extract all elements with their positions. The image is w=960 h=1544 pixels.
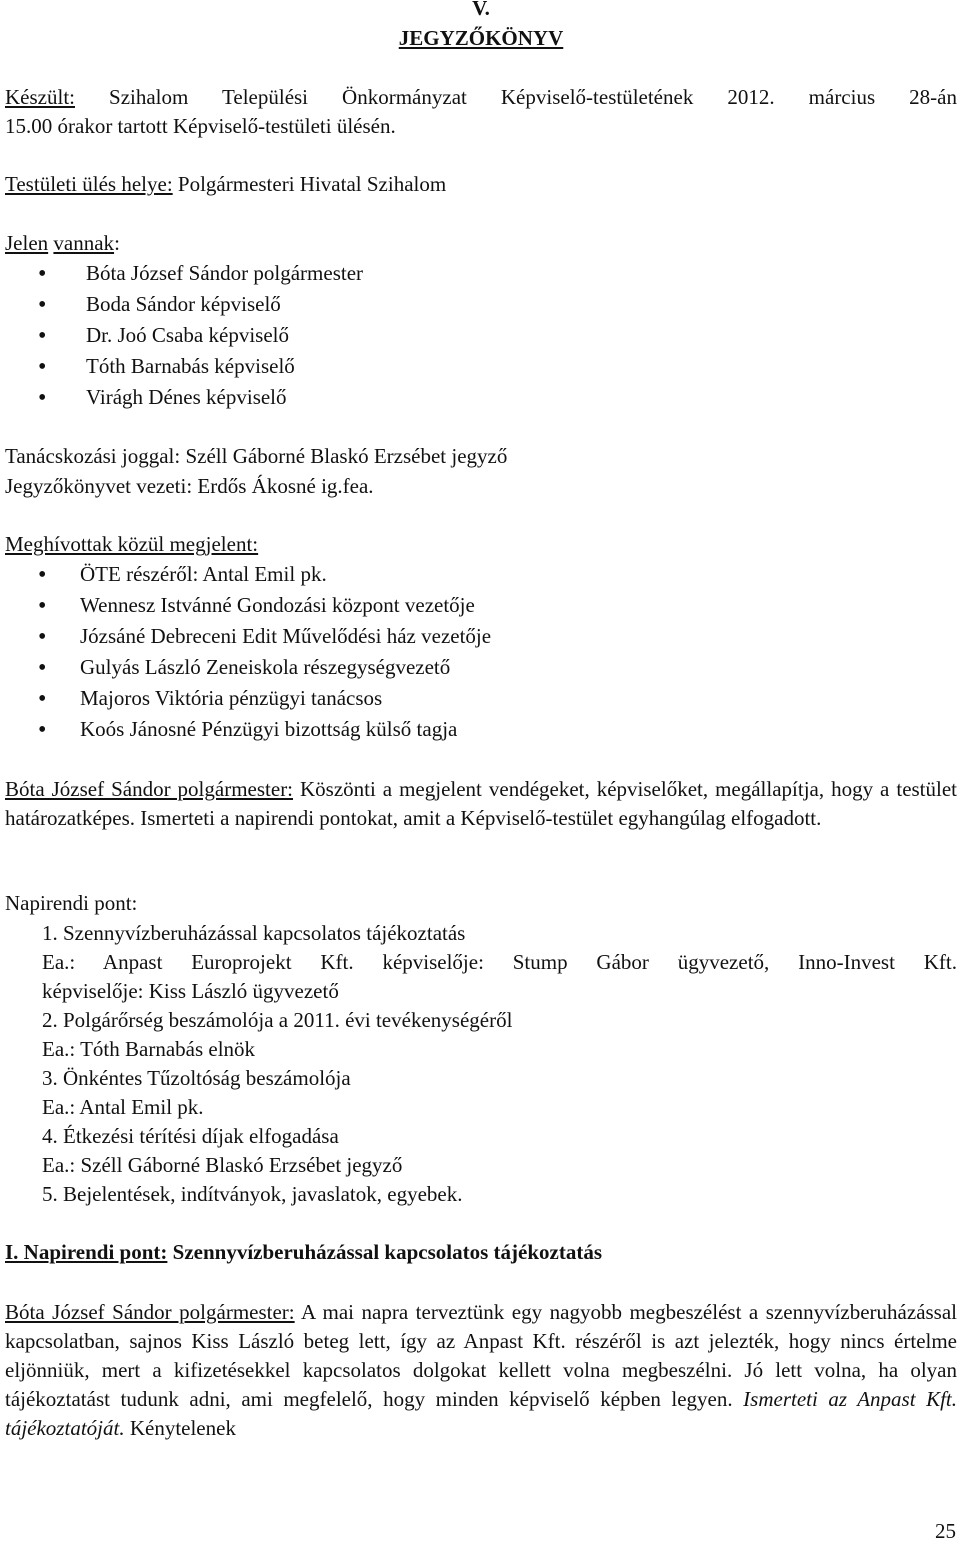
agenda-item: 2. Polgárőrség beszámolója a 2011. évi tevékenységéről [42,1008,513,1032]
advisory-line: Tanácskozási joggal: Széll Gáborné Blaskó Erzsébet jegyző [5,444,508,468]
agenda-label: Napirendi pont: [5,891,138,915]
page-number: 25 [935,1519,956,1543]
agenda-item: 4. Étkezési térítési díjak elfogadása [42,1124,339,1148]
opening-paragraph: Bóta József Sándor polgármester: Köszönti a megjelent vendégeket, képviselőket, megállapítja, hogy a testület határozatképes. Ismerteti a napirendi pontokat, amit a Képviselő-testület egyhangúlag elfogadott. [5,777,958,830]
document-title: JEGYZŐKÖNYV [398,26,564,50]
agenda-presenter: Ea.: Antal Emil pk. [42,1095,204,1119]
venue-label: Testületi ülés helye: [5,172,173,196]
section-body-paragraph: Bóta József Sándor polgármester: A mai napra terveztünk egy nagyobb megbeszélést a szennyvízberuházással kapcsolatban, sajnos Kiss László beteg lett, így az Anpast Kft. részéről is azt jelezték, hogy nincs értelme eljönniük, mert a kifizetésekkel kapcsolatos dolgokat kellett volna megbeszélni. Jó lett volna, ha olyan tájékoztatást tudunk adni, ami megfelelő, hogy minden képviselő képben legyen. Ismerteti az Anpast Kft. tájékoztatóját. Kénytelenek [5,1300,958,1440]
minutes-keeper-line: Jegyzőkönyvet vezeti: Erdős Ákosné ig.fea. [5,474,374,498]
speaker-label: Bóta József Sándor polgármester: [5,1300,295,1324]
present-label: Jelen vannak: [5,231,120,255]
venue [5,172,957,197]
venue-value: Polgármesteri Hivatal Szihalom [177,172,447,196]
italic-note: Ismerteti az Anpast Kft. tájékoztatóját. [5,1387,958,1440]
section-title: Szennyvízberuházással kapcsolatos tájékoztatás [172,1240,602,1264]
speaker-label: Bóta József Sándor polgármester: [5,777,294,801]
agenda-presenter: Ea.: Anpast Europrojekt Kft. képviselője: Stump Gábor ügyvezető, Inno-Invest Kft. [42,950,957,974]
invited-label: Meghívottak közül megjelent: [5,532,259,556]
agenda-item: 1. Szennyvízberuházással kapcsolatos tájékoztatás [42,921,466,945]
section-heading [5,1240,957,1265]
section-roman-numeral: V. [472,0,490,20]
agenda-item: 5. Bejelentések, indítványok, javaslatok, egyebek. [42,1182,463,1206]
agenda-presenter: Ea.: Tóth Barnabás elnök [42,1037,256,1061]
agenda-presenter: képviselője: Kiss László ügyvezető [42,979,339,1003]
intro-label: Készült: [5,85,75,109]
section-label: I. Napirendi pont: [5,1240,168,1264]
intro-line-2: 15.00 órakor tartott Képviselő-testületi ülésén. [5,114,396,138]
agenda-presenter: Ea.: Széll Gáborné Blaskó Erzsébet jegyző [42,1153,403,1177]
intro-text-1: Szihalom Települési Önkormányzat Képviselő-testületének 2012. március 28-án [109,85,957,109]
agenda-item: 3. Önkéntes Tűzoltóság beszámolója [42,1066,351,1090]
intro-line-1 [5,85,957,110]
